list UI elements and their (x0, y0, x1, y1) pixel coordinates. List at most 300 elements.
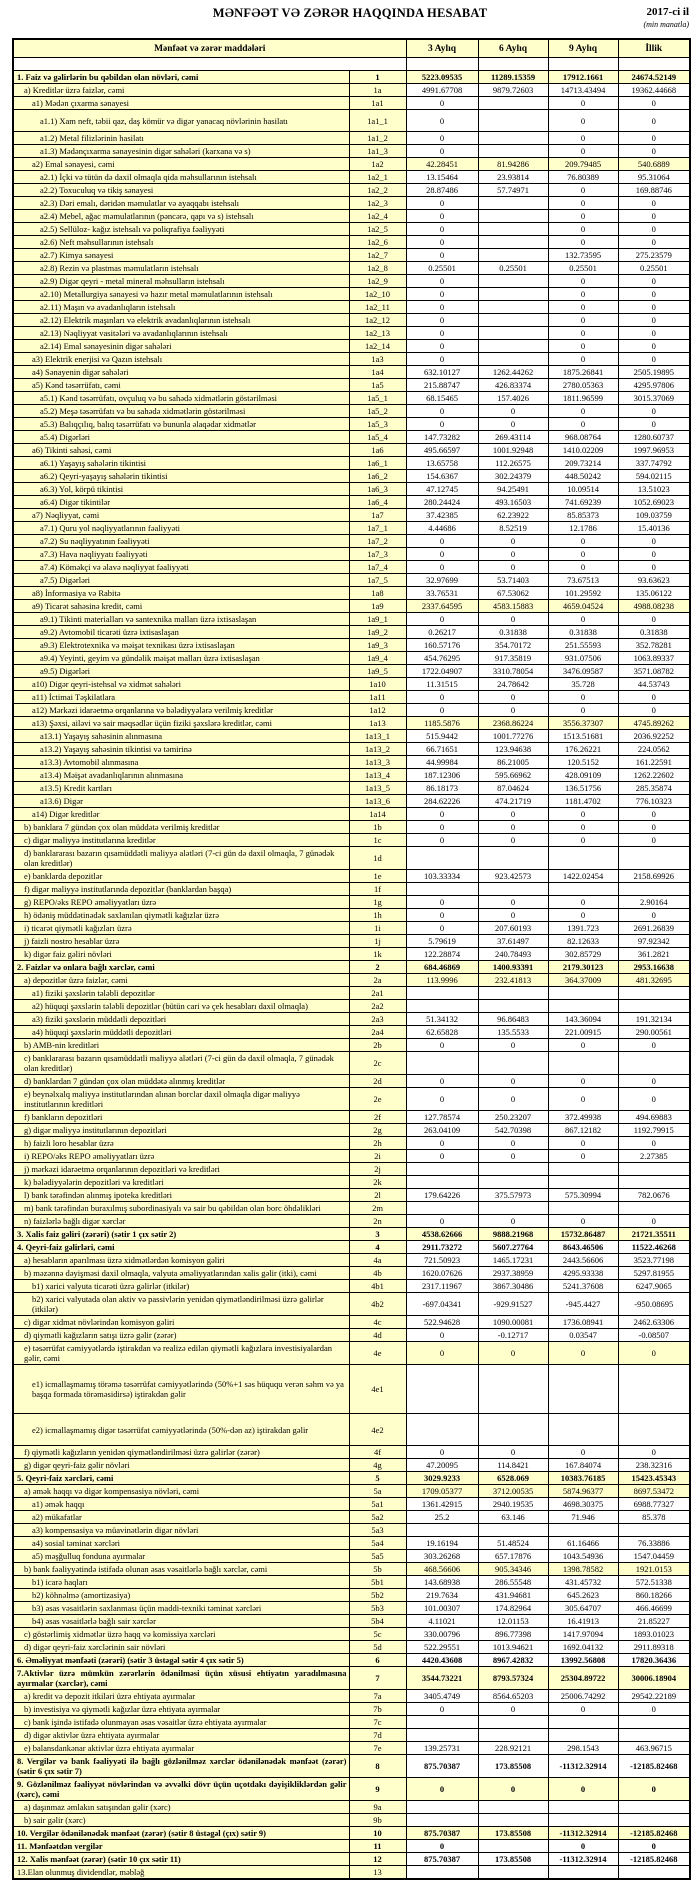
value-cell: 0 (618, 1039, 690, 1052)
table-row (13, 197, 690, 210)
value-cell: 4420.43608 (406, 1654, 478, 1667)
value-cell: 1361.42915 (406, 1498, 478, 1511)
value-cell: 0 (548, 1342, 618, 1365)
value-cell: 13.15464 (406, 171, 478, 184)
value-cell: 1709.05377 (406, 1485, 478, 1498)
item-label: a1) fiziki şəxslərin tələbli depozitlər (13, 987, 349, 1000)
value-cell: 6988.77327 (618, 1498, 690, 1511)
value-cell: 0 (548, 1075, 618, 1088)
table-row (13, 1163, 690, 1176)
row-code: 1a13_2 (349, 743, 406, 756)
value-cell: 154.6367 (406, 470, 478, 483)
row-code: 5a5 (349, 1550, 406, 1563)
value-cell: 515.9442 (406, 730, 478, 743)
value-cell: -11312.32914 (548, 1755, 618, 1778)
value-cell: 352.78281 (618, 639, 690, 652)
row-code: 1a1_2 (349, 132, 406, 145)
value-cell: 21721.35511 (618, 1228, 690, 1241)
value-cell: 191.32134 (618, 1013, 690, 1026)
value-cell: 19.16194 (406, 1537, 478, 1550)
item-label: a13.4) Məişət avadanlıqlarının alınmasına (13, 769, 349, 782)
value-cell (478, 1729, 548, 1742)
row-code: 4e (349, 1342, 406, 1365)
item-label: a2) mükafatlar (13, 1511, 349, 1524)
value-cell: 4.11021 (406, 1615, 478, 1628)
value-cell (406, 1414, 478, 1446)
table-row (13, 1703, 690, 1716)
table-row (13, 626, 690, 639)
row-code: 1j (349, 935, 406, 948)
value-cell: 1052.69023 (618, 496, 690, 509)
row-code: 9 (349, 1778, 406, 1801)
value-cell: 1398.78582 (548, 1563, 618, 1576)
value-cell: 25006.74292 (548, 1690, 618, 1703)
table-row (13, 808, 690, 821)
row-code: 9a (349, 1801, 406, 1814)
value-cell: 0 (406, 922, 478, 935)
value-cell (406, 883, 478, 896)
value-cell: 0 (548, 535, 618, 548)
value-cell: 298.1543 (548, 1742, 618, 1755)
table-row (13, 1485, 690, 1498)
value-cell: 428.09109 (548, 769, 618, 782)
value-cell: 0 (406, 691, 478, 704)
item-label: d) qiymətli kağızların satışı üzrə gəlir (zərər) (13, 1329, 349, 1342)
value-cell: 354.70172 (478, 639, 548, 652)
value-cell: 0.25501 (548, 262, 618, 275)
table-row (13, 909, 690, 922)
report-year: 2017-ci il (646, 6, 689, 18)
value-cell: 0 (406, 1840, 478, 1853)
value-cell (478, 1524, 548, 1537)
row-code: 1a7 (349, 509, 406, 522)
value-cell: 0 (618, 1137, 690, 1150)
item-label: a2.11) Maşın və avadanlıqların istehsalı (13, 301, 349, 314)
item-label: n) faizlərlə bağlı digər xərclər (13, 1215, 349, 1228)
item-label: a1.1) Xam neft, təbii qaz, daş kömür və digər yanacaq növlərinin hasilatı (13, 110, 349, 132)
value-cell: 0 (548, 834, 618, 847)
value-cell: 5223.09535 (406, 71, 478, 84)
value-cell: 0 (406, 909, 478, 922)
value-cell (618, 1163, 690, 1176)
value-cell: 522.29551 (406, 1641, 478, 1654)
row-code: 1a7_3 (349, 548, 406, 561)
table-row (13, 184, 690, 197)
value-cell (478, 1365, 548, 1414)
empty-cell (478, 58, 548, 71)
value-cell: 1465.17231 (478, 1254, 548, 1267)
value-cell: 0 (478, 1342, 548, 1365)
value-cell: 9888.21968 (478, 1228, 548, 1241)
table-row (13, 158, 690, 171)
value-cell: 8564.65203 (478, 1690, 548, 1703)
value-cell (478, 236, 548, 249)
value-cell (406, 1052, 478, 1075)
value-cell: 867.12182 (548, 1124, 618, 1137)
value-cell: 0 (406, 896, 478, 909)
empty-cell (548, 58, 618, 71)
table-row (13, 1628, 690, 1641)
table-row (13, 314, 690, 327)
value-cell: 71.946 (548, 1511, 618, 1524)
row-code: 1a2_13 (349, 327, 406, 340)
item-label: a3) kompensasiya və müavinətlərin digər növləri (13, 1524, 349, 1537)
value-cell: 157.4026 (478, 392, 548, 405)
item-label: a2.3) Dəri emalı, dəridən məmulatlar və ayaqqabı istehsalı (13, 197, 349, 210)
value-cell: 3712.00535 (478, 1485, 548, 1498)
row-code: 2i (349, 1150, 406, 1163)
value-cell: 57.74971 (478, 184, 548, 197)
value-cell: 0 (618, 691, 690, 704)
table-row (13, 691, 690, 704)
row-code: 1a2_14 (349, 340, 406, 353)
value-cell: 0 (618, 275, 690, 288)
value-cell: 923.42573 (478, 870, 548, 883)
table-row (13, 987, 690, 1000)
row-code: 4e1 (349, 1365, 406, 1414)
value-cell: 1417.97094 (548, 1628, 618, 1641)
value-cell: 0 (406, 1446, 478, 1459)
item-label: 3. Xalis faiz gəliri (zərəri) (sətir 1 çıx sətir 2) (13, 1228, 349, 1241)
value-cell: 0 (478, 896, 548, 909)
value-cell: 0 (548, 405, 618, 418)
value-cell: 286.55548 (478, 1576, 548, 1589)
value-cell: 113.9996 (406, 974, 478, 987)
table-row (13, 1137, 690, 1150)
value-cell: 0 (618, 145, 690, 158)
row-code: 5c (349, 1628, 406, 1641)
item-label: a13.5) Kredit kartları (13, 782, 349, 795)
value-cell: 0 (548, 1088, 618, 1111)
value-cell: 2337.64595 (406, 600, 478, 613)
row-code: 5a2 (349, 1511, 406, 1524)
row-code: 1a9_2 (349, 626, 406, 639)
item-label: c) banklararası bazarın qısamüddətli maliyyə alətləri (7-ci gün də daxil olmaqla, 7 günədək olan kreditlər) (13, 1052, 349, 1075)
value-cell: 0 (478, 1446, 548, 1459)
table-row (13, 1267, 690, 1280)
value-cell: 1262.44262 (478, 366, 548, 379)
row-code: 1a6_4 (349, 496, 406, 509)
value-cell (478, 340, 548, 353)
row-code: 4f (349, 1446, 406, 1459)
row-code: 1a9_3 (349, 639, 406, 652)
value-cell: 2179.30123 (548, 961, 618, 974)
item-label: b) sair gəlir (xərc) (13, 1814, 349, 1827)
item-label: a13) Şəxsi, ailəvi və sair məqsədlər üçün fiziki şəxslərə kreditlər, cəmi (13, 717, 349, 730)
value-cell: 0 (548, 1215, 618, 1228)
value-cell (478, 1801, 548, 1814)
item-label: d) banklardan 7 gündən çox olan müddətə alınmış kreditlər (13, 1075, 349, 1088)
value-cell: 15423.45343 (618, 1472, 690, 1485)
value-cell: 875.70387 (406, 1755, 478, 1778)
row-code: 6 (349, 1654, 406, 1667)
value-cell: 44.53743 (618, 678, 690, 691)
row-code: 1a14 (349, 808, 406, 821)
table-row (13, 97, 690, 110)
value-cell (406, 1000, 478, 1013)
table-row (13, 1280, 690, 1293)
value-cell: 30006.18904 (618, 1667, 690, 1690)
empty-cell (13, 58, 406, 71)
item-label: a2.5) Sellüloz- kağız istehsalı və poliqrafiya fəaliyyəti (13, 223, 349, 236)
row-code: 4a (349, 1254, 406, 1267)
separator-row (13, 58, 690, 71)
row-code: 1a2 (349, 158, 406, 171)
value-cell: 4698.30375 (548, 1498, 618, 1511)
value-cell: 17912.1661 (548, 71, 618, 84)
value-cell: 3867.30486 (478, 1280, 548, 1293)
value-cell: 96.86483 (478, 1013, 548, 1026)
value-cell: 0 (406, 1703, 478, 1716)
item-label: e) beynəlxalq maliyyə institutlarından alınan borclar daxil olmaqla digər maliyyə institutlarının kreditləri (13, 1088, 349, 1111)
value-cell: 0 (548, 1137, 618, 1150)
value-cell: -950.08695 (618, 1293, 690, 1316)
item-label: f) qiymətli kağızların yenidən qiymətləndirilməsi üzrə gəlirlər (zərər) (13, 1446, 349, 1459)
value-cell: 0 (548, 184, 618, 197)
value-cell: 0 (618, 909, 690, 922)
value-cell (618, 1365, 690, 1414)
table-header-row (13, 39, 690, 58)
row-code: 1a2_9 (349, 275, 406, 288)
value-cell: 0 (478, 704, 548, 717)
value-cell: 1875.26841 (548, 366, 618, 379)
table-row (13, 1241, 690, 1254)
value-cell: 0 (618, 1075, 690, 1088)
row-code: 1k (349, 948, 406, 961)
value-cell: 0 (406, 97, 478, 110)
item-label: a2.6) Neft məhsullarının istehsalı (13, 236, 349, 249)
value-cell: 1736.08941 (548, 1316, 618, 1329)
value-cell: 0 (548, 1778, 618, 1801)
value-cell: 4583.15883 (478, 600, 548, 613)
value-cell: 493.16503 (478, 496, 548, 509)
value-cell (478, 249, 548, 262)
table-row (13, 84, 690, 97)
value-cell (406, 1365, 478, 1414)
value-cell (406, 1866, 478, 1880)
table-row (13, 795, 690, 808)
value-cell: 95.31064 (618, 171, 690, 184)
value-cell: 0 (406, 834, 478, 847)
table-row (13, 71, 690, 84)
value-cell: 37.42385 (406, 509, 478, 522)
value-cell: 51.34132 (406, 1013, 478, 1026)
item-label: a) depozitlər üzrə faizlər, cəmi (13, 974, 349, 987)
row-code: 1a13_6 (349, 795, 406, 808)
table-row (13, 1814, 690, 1827)
value-cell: 8697.53472 (618, 1485, 690, 1498)
value-cell: 0 (548, 110, 618, 132)
value-cell: 250.23207 (478, 1111, 548, 1124)
item-label: a10) Digər qeyri-istehsal və xidmət sahələri (13, 678, 349, 691)
value-cell: 1410.02209 (548, 444, 618, 457)
value-cell: 0 (406, 301, 478, 314)
item-label: a7.3) Hava nəqliyyatı fəaliyyəti (13, 548, 349, 561)
value-cell: 93.63623 (618, 574, 690, 587)
value-cell: 0 (618, 1342, 690, 1365)
table-row (13, 262, 690, 275)
value-cell: 109.03759 (618, 509, 690, 522)
value-cell: 103.33334 (406, 870, 478, 883)
value-cell: 228.92121 (478, 1742, 548, 1755)
value-cell: 8.52519 (478, 522, 548, 535)
value-cell: 0 (548, 1039, 618, 1052)
row-code: 2l (349, 1189, 406, 1202)
item-label: a7.1) Quru yol nəqliyyatlarının fəaliyyəti (13, 522, 349, 535)
item-label: a13.3) Avtomobil alınmasına (13, 756, 349, 769)
value-cell: 0 (478, 613, 548, 626)
value-cell: 0.31838 (618, 626, 690, 639)
row-code: 1a4 (349, 366, 406, 379)
item-label: a) kredit və depozit itkiləri üzrə ehtiyata ayırmalar (13, 1690, 349, 1703)
value-cell: 0 (478, 691, 548, 704)
value-cell: 905.34346 (478, 1563, 548, 1576)
item-label: a6.4) Digər tikintilər (13, 496, 349, 509)
row-code: 4c (349, 1316, 406, 1329)
value-cell (478, 145, 548, 158)
item-label: a) əmək haqqı və digər kompensasiya növləri, cəmi (13, 1485, 349, 1498)
row-code: 1f (349, 883, 406, 896)
item-label: a6.3) Yol, körpü tikintisi (13, 483, 349, 496)
value-cell: 3544.73221 (406, 1667, 478, 1690)
table-row (13, 896, 690, 909)
value-cell: 19362.44668 (618, 84, 690, 97)
value-cell: 0 (406, 821, 478, 834)
value-cell: 2911.89318 (618, 1641, 690, 1654)
value-cell (548, 1716, 618, 1729)
value-cell: 13992.56808 (548, 1654, 618, 1667)
value-cell: 3556.37307 (548, 717, 618, 730)
item-label: 12. Xalis mənfəət (zərər) (sətir 10 çıx sətir 11) (13, 1853, 349, 1866)
row-code: 2e (349, 1088, 406, 1111)
value-cell (478, 110, 548, 132)
value-cell: 931.07506 (548, 652, 618, 665)
value-cell: 2691.26839 (618, 922, 690, 935)
item-label: a11) İctimai Təşkilatlara (13, 691, 349, 704)
table-row (13, 961, 690, 974)
value-cell: 15732.86487 (548, 1228, 618, 1241)
value-cell (406, 1176, 478, 1189)
value-cell (618, 1814, 690, 1827)
table-row (13, 1124, 690, 1137)
value-cell (618, 1202, 690, 1215)
table-row (13, 678, 690, 691)
item-label: a13.1) Yaşayış sahəsinin alınmasına (13, 730, 349, 743)
value-cell: 468.56606 (406, 1563, 478, 1576)
value-cell: 0 (548, 145, 618, 158)
item-label: b) investisiya və qiymətli kağızlar üzrə ehtiyata ayırmalar (13, 1703, 349, 1716)
row-code: 4g (349, 1459, 406, 1472)
row-code: 7a (349, 1690, 406, 1703)
value-cell (548, 987, 618, 1000)
value-cell: 2158.69926 (618, 870, 690, 883)
item-label: a13.6) Digər (13, 795, 349, 808)
value-cell: 2.27385 (618, 1150, 690, 1163)
value-cell: 2505.19895 (618, 366, 690, 379)
item-label: f) digər maliyyə institutlarında depozitlər (banklardan başqa) (13, 883, 349, 896)
value-cell (478, 883, 548, 896)
row-code: 5b (349, 1563, 406, 1576)
value-cell: 160.57176 (406, 639, 478, 652)
value-cell: 33.76531 (406, 587, 478, 600)
table-row (13, 1316, 690, 1329)
value-cell: 0 (618, 327, 690, 340)
value-cell (406, 1524, 478, 1537)
value-cell: -697.04341 (406, 1293, 478, 1316)
table-row (13, 548, 690, 561)
item-label: 8. Vergilər və bank fəaliyyəti ilə bağlı gözlənilməz xərclər ödənilənədək mənfəət (zərər) (sətir 6 çıx sətir 7) (13, 1755, 349, 1778)
value-cell: 4538.62666 (406, 1228, 478, 1241)
item-label: a6.2) Qeyri-yaşayış sahələrin tikintisi (13, 470, 349, 483)
item-label: a1.3) Mədənçıxarma sənayesinin digər sahələri (karxana və s) (13, 145, 349, 158)
value-cell: 466.46699 (618, 1602, 690, 1615)
value-cell: 0 (406, 1342, 478, 1365)
value-cell (618, 1052, 690, 1075)
value-cell: 0 (406, 1329, 478, 1342)
value-cell: 47.12745 (406, 483, 478, 496)
table-row (13, 847, 690, 870)
value-cell: 275.23579 (618, 249, 690, 262)
value-cell: 0 (406, 275, 478, 288)
value-cell: 0 (406, 1215, 478, 1228)
value-cell: 968.08764 (548, 431, 618, 444)
value-cell: 114.8421 (478, 1459, 548, 1472)
value-cell: 51.48524 (478, 1537, 548, 1550)
row-code: 2d (349, 1075, 406, 1088)
item-label: a2) Emal sənayesi, cəmi (13, 158, 349, 171)
item-label: a8) İnformasiya və Rabitə (13, 587, 349, 600)
value-cell: 37.61497 (478, 935, 548, 948)
value-cell: 0 (618, 223, 690, 236)
row-code: 2g (349, 1124, 406, 1137)
value-cell (618, 883, 690, 896)
value-cell: 0.31838 (548, 626, 618, 639)
value-cell: 782.0676 (618, 1189, 690, 1202)
table-row (13, 1778, 690, 1801)
value-cell: 0 (406, 1039, 478, 1052)
value-cell: -12185.82468 (618, 1755, 690, 1778)
table-row (13, 652, 690, 665)
value-cell: 86.21005 (478, 756, 548, 769)
table-row (13, 327, 690, 340)
item-label: a14) Digər kreditlər (13, 808, 349, 821)
item-label: a9.1) Tikinti materialları və santexnika malları üzrə ixtisaslaşan (13, 613, 349, 626)
table-row (13, 1537, 690, 1550)
value-cell: 0 (618, 1088, 690, 1111)
item-label: d) digər qeyri-faiz xərclərinin sair növləri (13, 1641, 349, 1654)
value-cell (406, 1202, 478, 1215)
value-cell: 0 (618, 535, 690, 548)
value-cell: 542.70398 (478, 1124, 548, 1137)
table-row (13, 132, 690, 145)
table-row (13, 1742, 690, 1755)
value-cell: 1001.92948 (478, 444, 548, 457)
item-label: a5.2) Meşə təsərrüfatı və bu sahədə xidmətlərin göstərilməsi (13, 405, 349, 418)
value-cell: 875.70387 (406, 1853, 478, 1866)
row-code: 5a3 (349, 1524, 406, 1537)
report-header (0, 0, 700, 36)
row-code: 2a1 (349, 987, 406, 1000)
period-column-header-3m: 3 Aylıq (406, 39, 478, 58)
value-cell: 454.76295 (406, 652, 478, 665)
value-cell (478, 353, 548, 366)
row-code: 1a9_5 (349, 665, 406, 678)
row-code: 5 (349, 1472, 406, 1485)
table-row (13, 405, 690, 418)
table-row (13, 1446, 690, 1459)
value-cell: 0 (618, 1778, 690, 1801)
value-cell: 76.80389 (548, 171, 618, 184)
